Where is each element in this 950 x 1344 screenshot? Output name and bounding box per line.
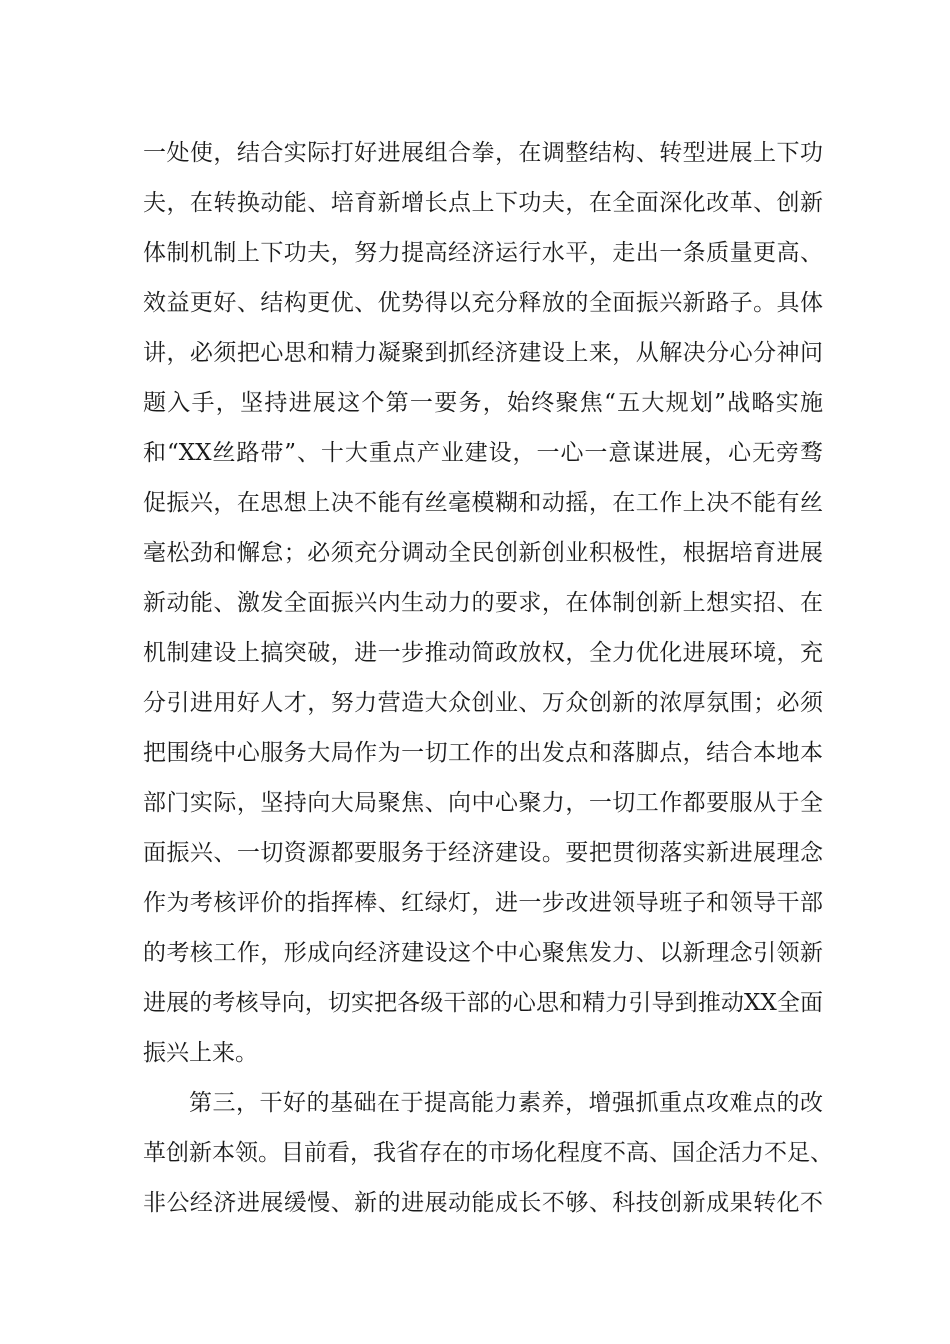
text-line: 作为考核评价的指挥棒、红绿灯，进一步改进领导班子和领导干部 <box>143 890 823 916</box>
text-line: 非公经济进展缓慢、新的进展动能成长不够、科技创新成果转化不 <box>143 1190 823 1216</box>
text-line: 部门实际，坚持向大局聚焦、向中心聚力，一切工作都要服从于全 <box>143 790 823 816</box>
text-line: 毫松劲和懈怠；必须充分调动全民创新创业积极性，根据培育进展 <box>143 540 823 566</box>
paragraph-first-line: 第三，干好的基础在于提高能力素养，增强抓重点攻难点的改 <box>189 1090 823 1116</box>
text-line: 的考核工作，形成向经济建设这个中心聚焦发力、以新理念引领新 <box>143 940 823 966</box>
text-line: 机制建设上搞突破，进一步推动简政放权，全力优化进展环境，充 <box>143 640 823 666</box>
text-line: 革创新本领。目前看，我省存在的市场化程度不高、国企活力不足、 <box>143 1140 833 1166</box>
text-line: 体制机制上下功夫，努力提高经济运行水平，走出一条质量更高、 <box>143 240 823 266</box>
text-line: 一处使，结合实际打好进展组合拳，在调整结构、转型进展上下功 <box>143 140 823 166</box>
text-line: 效益更好、结构更优、优势得以充分释放的全面振兴新路子。具体 <box>143 290 823 316</box>
text-line: 分引进用好人才，努力营造大众创业、万众创新的浓厚氛围；必须 <box>143 690 823 716</box>
text-line: 题入手，坚持进展这个第一要务，始终聚焦“五大规划”战略实施 <box>143 390 823 416</box>
text-line: 新动能、激发全面振兴内生动力的要求，在体制创新上想实招、在 <box>143 590 823 616</box>
text-line: 进展的考核导向，切实把各级干部的心思和精力引导到推动XX全面 <box>143 990 823 1016</box>
text-line: 讲，必须把心思和精力凝聚到抓经济建设上来，从解决分心分神问 <box>143 340 823 366</box>
body-text <box>143 128 833 1228</box>
text-line: 夫，在转换动能、培育新增长点上下功夫，在全面深化改革、创新 <box>143 190 823 216</box>
text-line: 把围绕中心服务大局作为一切工作的出发点和落脚点，结合本地本 <box>143 740 823 766</box>
text-line: 振兴上来。 <box>143 1040 258 1066</box>
text-line: 面振兴、一切资源都要服务于经济建设。要把贯彻落实新进展理念 <box>143 840 823 866</box>
text-line: 促振兴，在思想上决不能有丝毫模糊和动摇，在工作上决不能有丝 <box>143 490 823 516</box>
text-line: 和“XX丝路带”、十大重点产业建设，一心一意谋进展，心无旁骛 <box>143 440 823 466</box>
